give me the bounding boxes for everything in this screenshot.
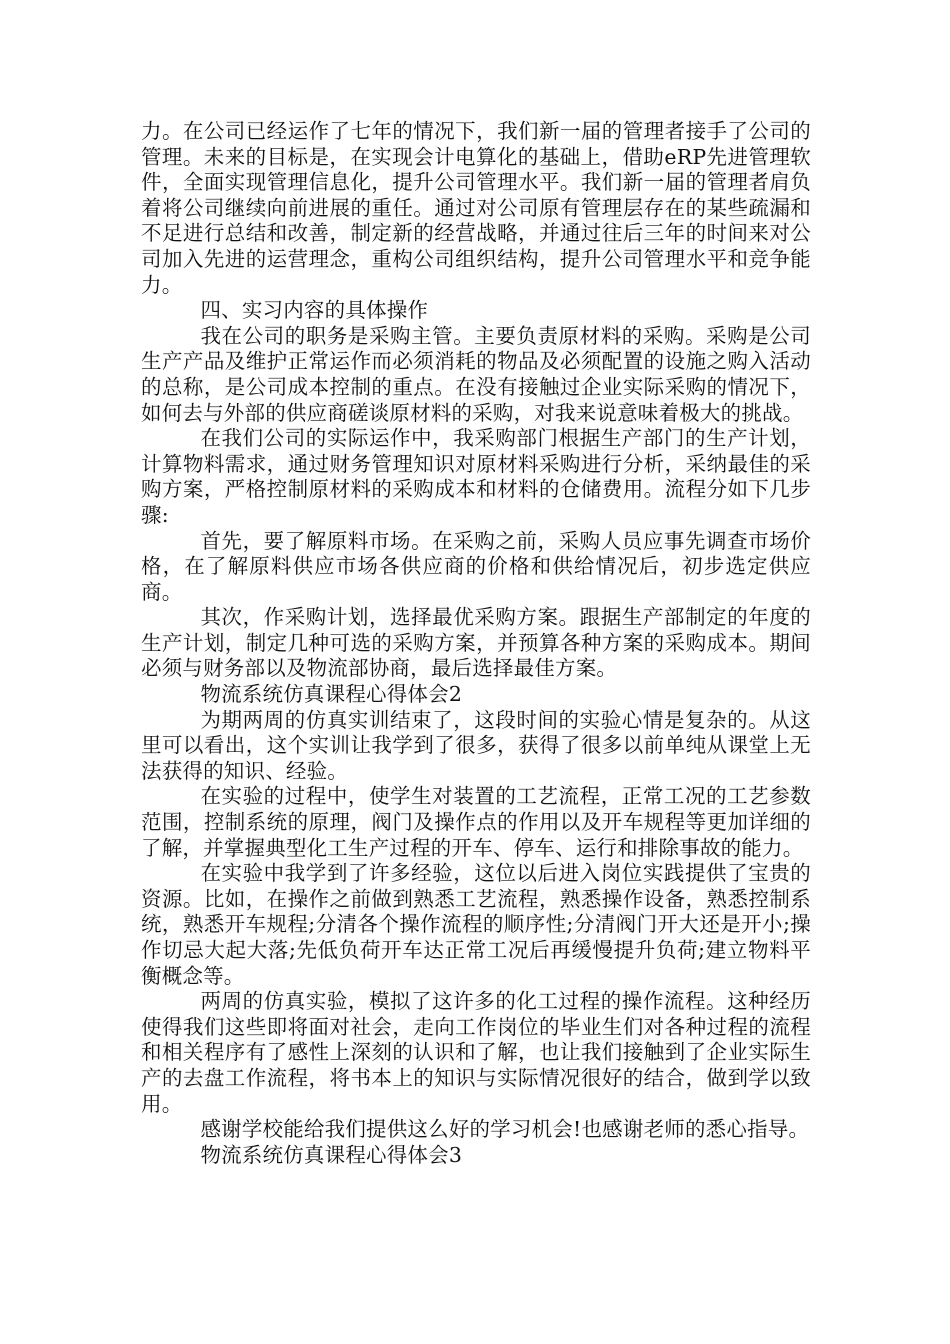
section-heading-internship-operations: 四、实习内容的具体操作 — [200, 298, 429, 323]
section-heading-essay-2: 物流系统仿真课程心得体会2 — [200, 682, 463, 707]
paragraph-step-one: 首先，要了解原料市场。在采购之前，采购人员应事先调查市场价格，在了解原料供应市场各供应商的价格和供给情况后，初步选定供应商。 — [141, 528, 811, 604]
paragraph-step-two: 其次，作采购计划，选择最优采购方案。跟据生产部制定的年度的生产计划，制定几种可选的采购方案，并预算各种方案的采购成本。期间必须与财务部以及物流部协商，最后选择最佳方案。 — [141, 605, 811, 681]
paragraph-experience-learned: 在实验中我学到了许多经验，这位以后进入岗位实践提供了宝贵的资源。比如，在操作之前做到熟悉工艺流程，熟悉操作设备，熟悉控制系统，熟悉开车规程;分清各个操作流程的顺序性;分清阀门开大还是开小;操作切忌大起大落;先低负荷开车达正常工况后再缓慢提升负荷;建立物料平衡概念等。 — [141, 861, 811, 988]
section-heading-essay-3: 物流系统仿真课程心得体会3 — [200, 1142, 463, 1167]
paragraph-thanks: 感谢学校能给我们提供这么好的学习机会!也感谢老师的悉心指导。 — [200, 1117, 810, 1142]
paragraph-experiment-process: 在实验的过程中，使学生对装置的工艺流程，正常工况的工艺参数范围，控制系统的原理，阀门及操作点的作用以及开车规程等更加详细的了解，并掌握典型化工生产过程的开车、停车、运行和排除事故的能力。 — [141, 784, 811, 860]
paragraph-simulation-intro: 为期两周的仿真实训结束了，这段时间的实验心情是复杂的。从这里可以看出，这个实训让我学到了很多，获得了很多以前单纯从课堂上无法获得的知识、经验。 — [141, 707, 811, 783]
paragraph-procurement-role: 我在公司的职务是采购主管。主要负责原材料的采购。采购是公司生产产品及维护正常运作而必须消耗的物品及必须配置的设施之购入活动的总称，是公司成本控制的重点。在没有接触过企业实际采购的情况下，如何去与外部的供应商磋谈原材料的采购，对我来说意味着极大的挑战。 — [141, 323, 811, 425]
document-body — [141, 119, 811, 1168]
paragraph-intro-continuation: 力。在公司已经运作了七年的情况下，我们新一届的管理者接手了公司的管理。未来的目标是，在实现会计电算化的基础上，借助eRP先进管理软件，全面实现管理信息化，提升公司管理水平。我们新一届的管理者肩负着将公司继续向前进展的重任。通过对公司原有管理层存在的某些疏漏和不足进行总结和改善，制定新的经营战略，并通过往后三年的时间来对公司加入先进的运营理念，重构公司组织结构，提升公司管理水平和竞争能力。 — [141, 119, 811, 297]
paragraph-two-week-summary: 两周的仿真实验，模拟了这许多的化工过程的操作流程。这种经历使得我们这些即将面对社会，走向工作岗位的毕业生们对各种过程的流程和相关程序有了感性上深刻的认识和了解，也让我们接触到了企业实际生产的去盘工作流程，将书本上的知识与实际情况很好的结合，做到学以致用。 — [141, 989, 811, 1116]
paragraph-procurement-process: 在我们公司的实际运作中，我采购部门根据生产部门的生产计划，计算物料需求，通过财务管理知识对原材料采购进行分析，采纳最佳的采购方案，严格控制原材料的采购成本和材料的仓储费用。流程分如下几步骤: — [141, 426, 811, 527]
